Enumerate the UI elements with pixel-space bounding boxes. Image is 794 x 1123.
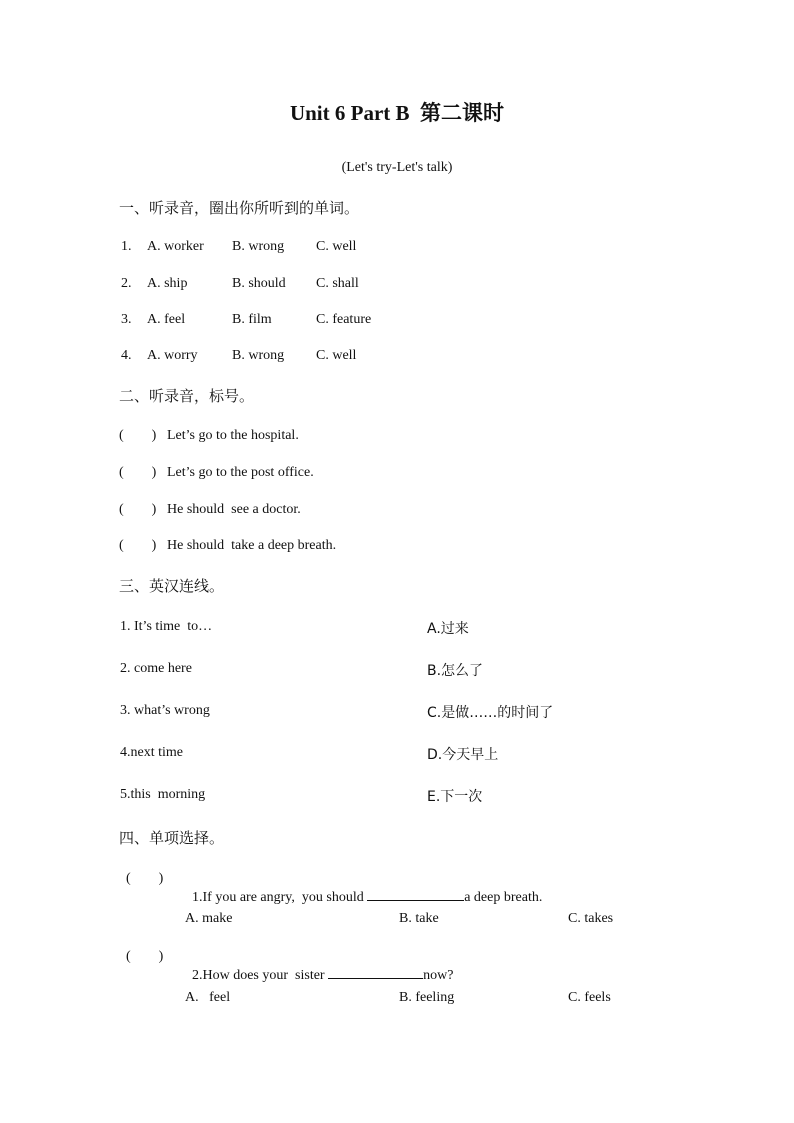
s4-q1-option-c[interactable]: C. takes <box>568 911 614 926</box>
s4-q2-answer-blank[interactable]: ( ) <box>126 949 164 964</box>
s1-item-2-number: 2. <box>121 276 132 291</box>
s1-item-4-option-b: B. wrong <box>232 348 285 363</box>
s4-q1-stem <box>185 871 542 906</box>
s3-chinese-c[interactable]: C.是做……的时间了 <box>427 705 554 721</box>
s3-english-1[interactable]: 1. It’s time to… <box>120 619 213 634</box>
s4-q1-text-after: a deep breath. <box>464 890 543 905</box>
s3-english-3[interactable]: 3. what’s wrong <box>120 703 210 718</box>
s4-q2-text-before: 2.How does your sister <box>192 968 329 983</box>
s1-item-3-option-a: A. feel <box>147 312 186 327</box>
s3-chinese-d[interactable]: D.今天早上 <box>427 747 499 763</box>
s4-q2-text-after: now? <box>423 968 454 983</box>
s1-item-3-option-b: B. film <box>232 312 272 327</box>
s1-item-2-option-a: A. ship <box>147 276 188 291</box>
s1-item-4-number: 4. <box>121 348 132 363</box>
section-2-heading: 二、听录音，标号。 <box>119 387 255 405</box>
s2-item-4-answer-blank[interactable]: ( ) <box>119 538 157 553</box>
s4-q2-option-a[interactable]: A. feel <box>185 990 231 1005</box>
s4-q2-stem <box>185 949 453 984</box>
s2-item-4-text: He should take a deep breath. <box>167 538 337 553</box>
s4-q1-answer-blank[interactable]: ( ) <box>126 871 164 886</box>
s4-q2-option-b[interactable]: B. feeling <box>399 990 455 1005</box>
s1-item-1-option-b: B. wrong <box>232 239 285 254</box>
s2-item-3-answer-blank[interactable]: ( ) <box>119 502 157 517</box>
s1-item-1-option-a: A. worker <box>147 239 204 254</box>
s3-english-4[interactable]: 4.next time <box>120 745 183 760</box>
s3-chinese-e[interactable]: E.下一次 <box>427 789 483 805</box>
s3-chinese-a[interactable]: A.过来 <box>427 621 469 637</box>
s1-item-2-option-c: C. shall <box>316 276 359 291</box>
s4-q2-option-c[interactable]: C. feels <box>568 990 611 1005</box>
page-subtitle: (Let's try-Let's talk) <box>341 160 453 175</box>
s3-chinese-b[interactable]: B.怎么了 <box>427 663 484 679</box>
s1-item-1-option-c: C. well <box>316 239 357 254</box>
s3-english-2[interactable]: 2. come here <box>120 661 192 676</box>
s2-item-2-text: Let’s go to the post office. <box>167 465 314 480</box>
s4-q2-fill-line[interactable] <box>328 965 423 979</box>
s2-item-1-answer-blank[interactable]: ( ) <box>119 428 157 443</box>
s1-item-3-number: 3. <box>121 312 132 327</box>
s4-q1-option-a[interactable]: A. make <box>185 911 233 926</box>
section-3-heading: 三、英汉连线。 <box>119 577 225 595</box>
s2-item-3-text: He should see a doctor. <box>167 502 301 517</box>
s2-item-2-answer-blank[interactable]: ( ) <box>119 465 157 480</box>
section-1-heading: 一、听录音，圈出你所听到的单词。 <box>119 199 360 217</box>
s1-item-3-option-c: C. feature <box>316 312 372 327</box>
s4-q1-text-before: 1.If you are angry, you should <box>192 890 368 905</box>
s1-item-2-option-b: B. should <box>232 276 286 291</box>
s2-item-1-text: Let’s go to the hospital. <box>167 428 299 443</box>
s3-english-5[interactable]: 5.this morning <box>120 787 206 802</box>
s1-item-1-number: 1. <box>121 239 132 254</box>
s4-q1-option-b[interactable]: B. take <box>399 911 439 926</box>
page-title: Unit 6 Part B 第二课时 <box>289 101 505 125</box>
s1-item-4-option-a: A. worry <box>147 348 198 363</box>
section-4-heading: 四、单项选择。 <box>119 829 225 847</box>
s4-q1-fill-line[interactable] <box>367 887 464 901</box>
s1-item-4-option-c: C. well <box>316 348 357 363</box>
